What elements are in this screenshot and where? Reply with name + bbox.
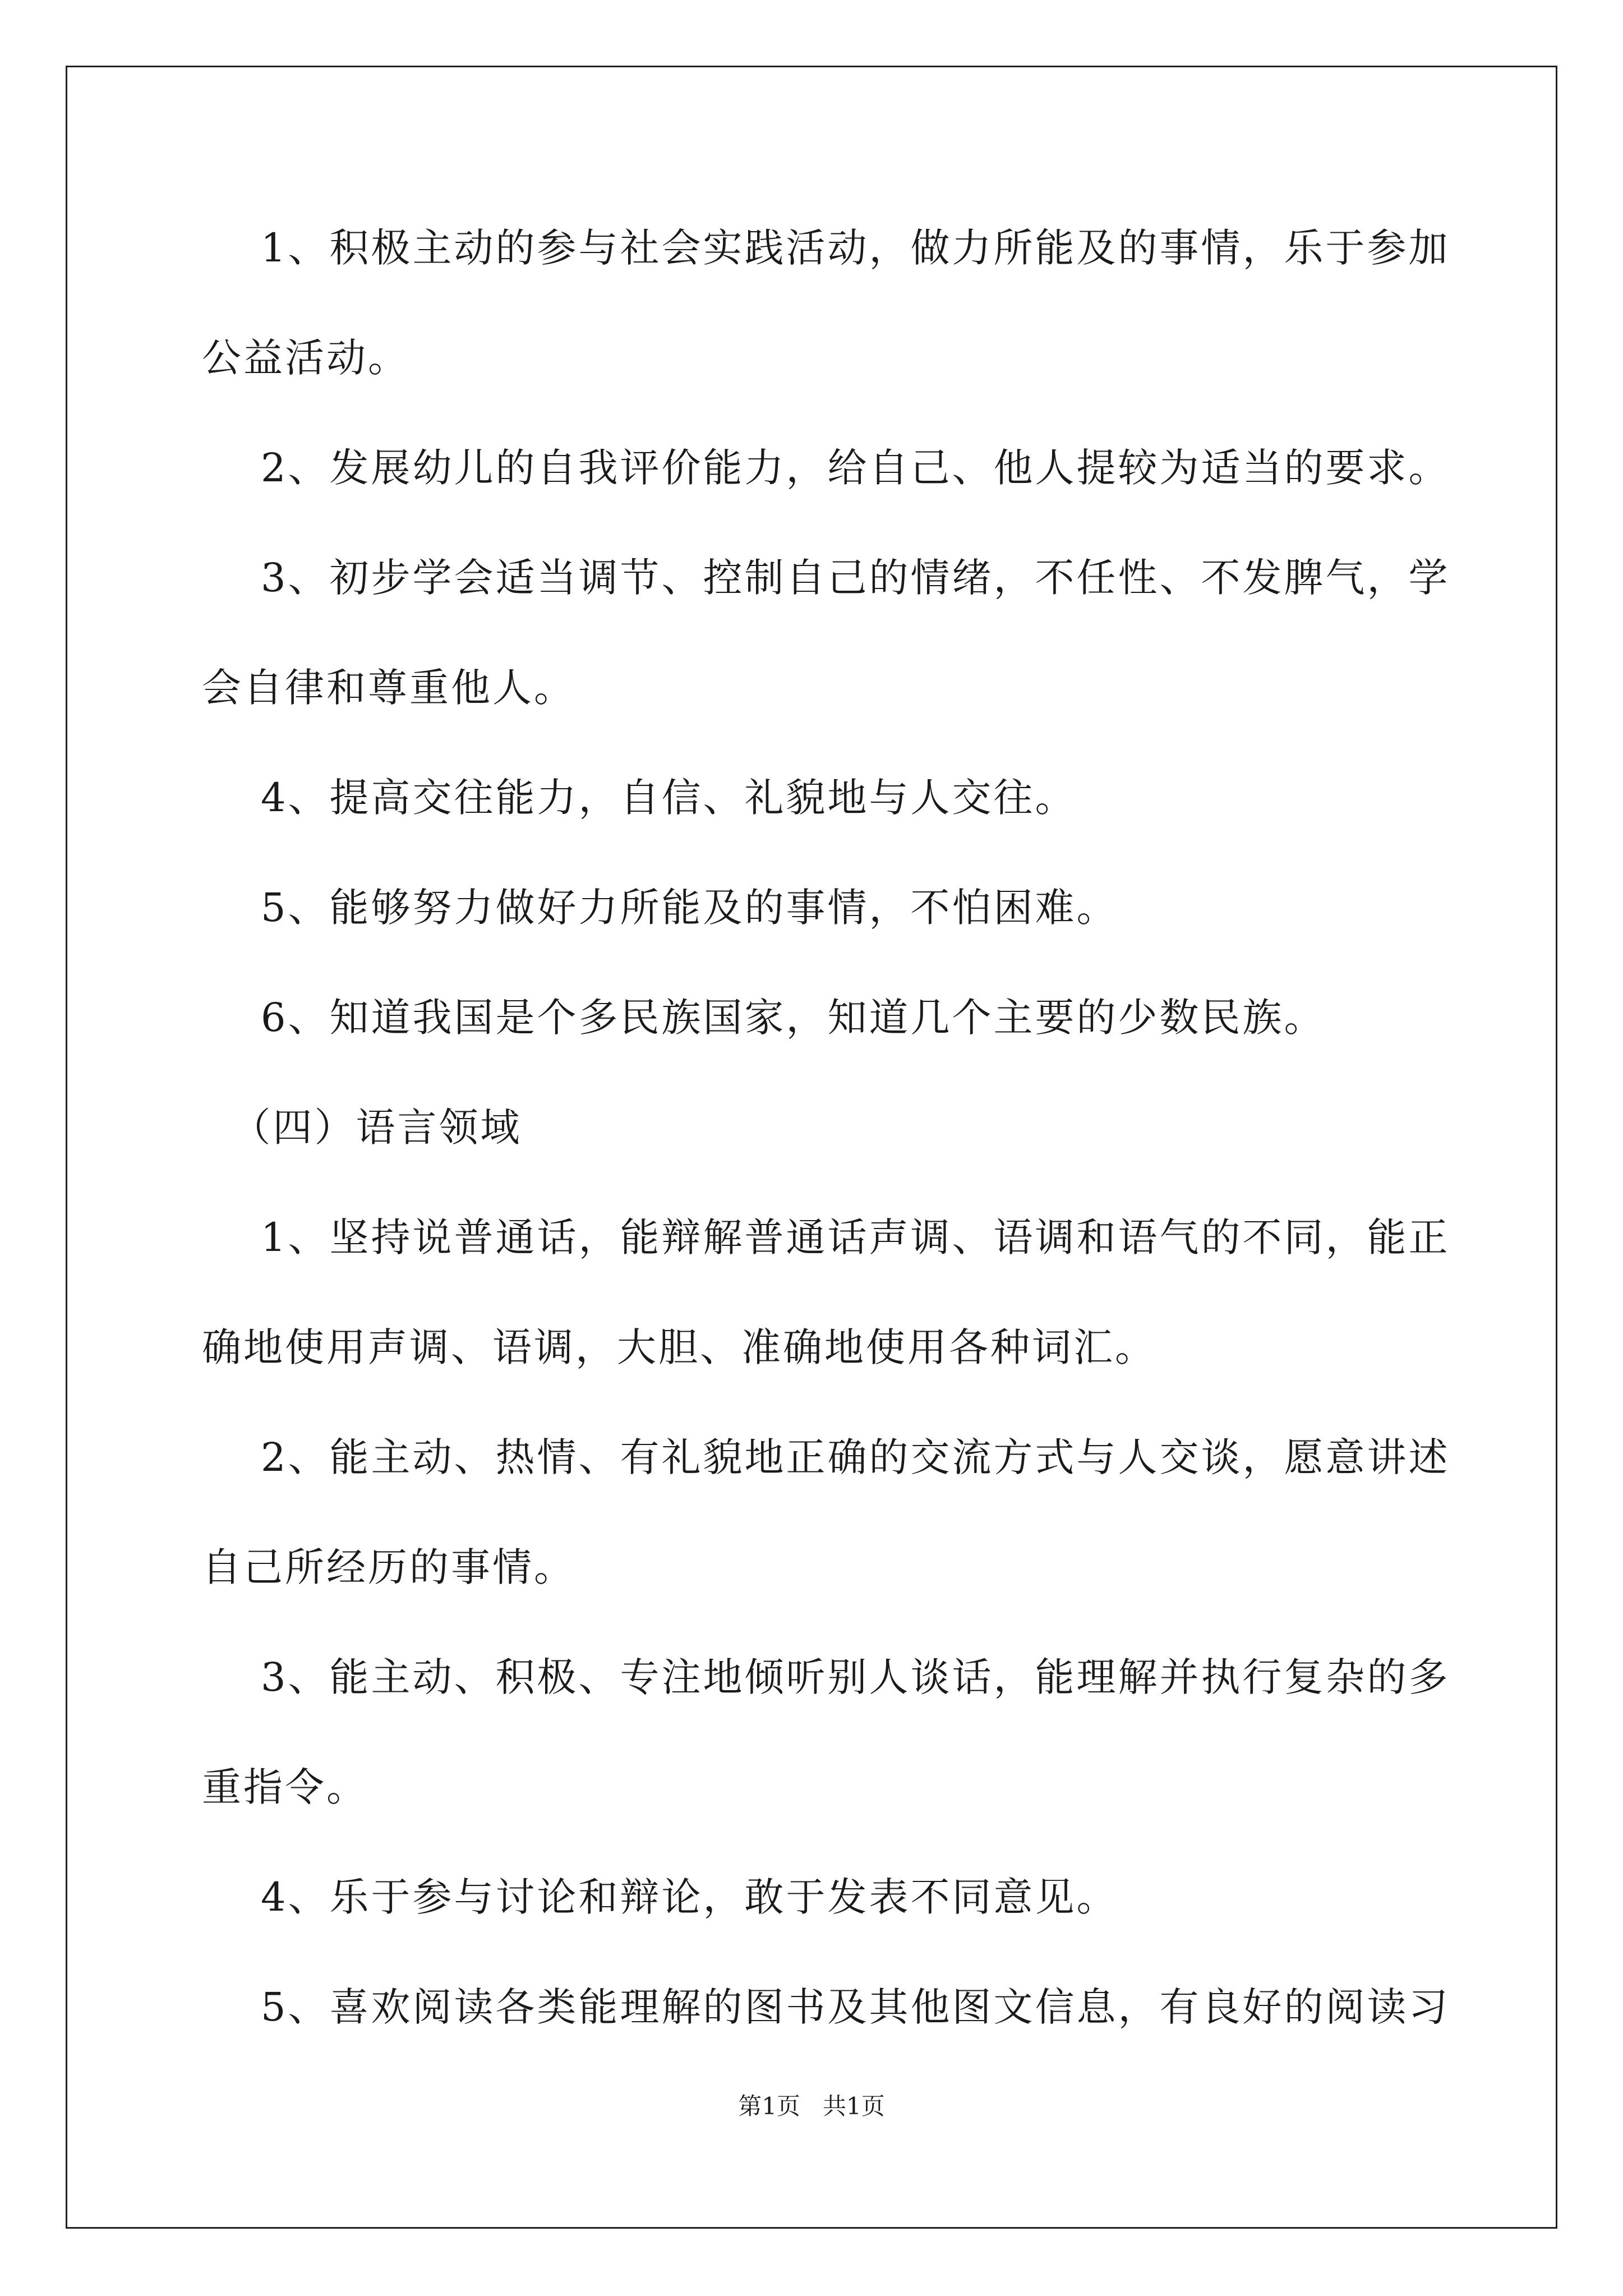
paragraph-line: 6、知道我国是个多民族国家，知道几个主要的少数民族。 <box>202 995 1326 1041</box>
paragraph-line: 重指令。 <box>202 1764 368 1810</box>
paragraph-line: 5、喜欢阅读各类能理解的图书及其他图文信息，有良好的阅读习 <box>202 1984 1450 2030</box>
paragraph-line: 会自律和尊重他人。 <box>202 665 575 711</box>
paragraph-line: 1、坚持说普通话，能辩解普通话声调、语调和语气的不同，能正 <box>202 1214 1450 1260</box>
paragraph-line: 公益活动。 <box>202 335 409 381</box>
paragraph-line: 自己所经历的事情。 <box>202 1544 575 1590</box>
paragraph-line: 确地使用声调、语调，大胆、准确地使用各种词汇。 <box>202 1324 1156 1370</box>
paragraph-line: 4、乐于参与讨论和辩论，敢于发表不同意见。 <box>202 1874 1118 1920</box>
paragraph-line: 5、能够努力做好力所能及的事情，不怕困难。 <box>202 885 1118 931</box>
paragraph-line: 2、能主动、热情、有礼貌地正确的交流方式与人交谈，愿意讲述 <box>202 1434 1450 1480</box>
paragraph-line: 3、初步学会适当调节、控制自己的情绪，不任性、不发脾气，学 <box>202 555 1450 601</box>
page-footer: 第1页 共1页 <box>738 2092 885 2120</box>
paragraph-line: 2、发展幼儿的自我评价能力，给自己、他人提较为适当的要求。 <box>202 445 1450 491</box>
paragraph-line: 1、积极主动的参与社会实践活动，做力所能及的事情，乐于参加 <box>202 225 1450 271</box>
paragraph-line: 3、能主动、积极、专注地倾听别人谈话，能理解并执行复杂的多 <box>202 1654 1450 1700</box>
section-heading: （四）语言领域 <box>202 1105 522 1151</box>
paragraph-line: 4、提高交往能力，自信、礼貌地与人交往。 <box>202 775 1077 821</box>
